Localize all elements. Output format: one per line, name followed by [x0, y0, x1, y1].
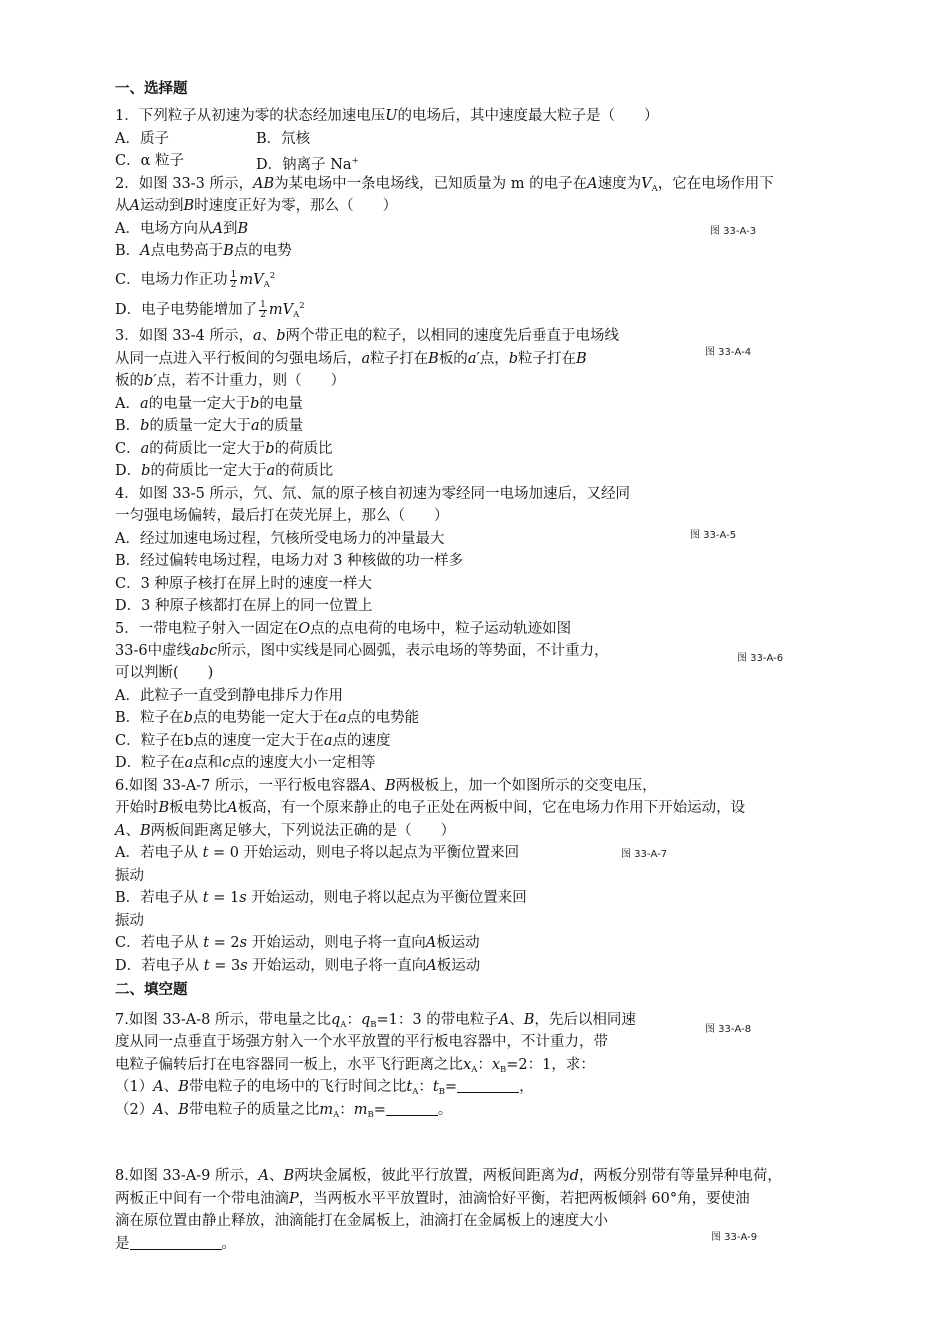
q2-option-d: D．电子电势能增加了 $\frac{1}{2}$ $mV_A^2$ [115, 299, 305, 320]
q5-option-b: B．粒子在b点的电势能一定大于在a点的电势能 [115, 710, 420, 726]
question-3-line-2: 从同一点进入平行板间的匀强电场后，a粒子打在B板的a′点，b粒子打在B [115, 351, 587, 367]
q6-option-a: A．若电子从 t = 0 开始运动，则电子将以起点为平衡位置来回 [115, 845, 520, 861]
question-8-line-4: 是 。 [115, 1236, 236, 1252]
question-4-line-1: 4．如图 33-5 所示，氕、氘、氚的原子核自初速为零经同一电场加速后，又经同 [115, 486, 631, 502]
question-7-line-3: 电粒子偏转后打在电容器同一板上，水平飞行距离之比$x_A$：$x_B=2$：1，求： [115, 1057, 595, 1075]
q5-option-c: C．粒子在b点的速度一定大于在a点的速度 [115, 733, 391, 749]
answer-blank-time-ratio[interactable] [457, 1078, 519, 1093]
question-5-line-2: 33-6中虚线abc所示，图中实线是同心圆弧，表示电场的等势面，不计重力， [115, 643, 609, 659]
q1-option-c: C．α 粒子 [115, 153, 184, 169]
question-2-line-1: 2．如图 33-3 所示，AB为某电场中一条电场线，已知质量为 m 的电子在A速度为$V_A$，它在电场作用下 [115, 176, 774, 194]
q6-option-d: D．若电子从 t = 3s 开始运动，则电子将一直向A板运动 [115, 958, 481, 974]
question-7-part-2: （2）A、B带电粒子的质量之比$m_A$：$m_B=$ 。 [115, 1102, 453, 1120]
fraction-one-half: $\frac{1}{2}$ [260, 299, 266, 320]
question-8-line-1: 8.如图 33-A-9 所示，A、B两块金属板，彼此平行放置，两板间距离为d，两板分别带有等量异种电荷， [115, 1168, 782, 1184]
q3-option-a: A．a的电量一定大于b的电量 [115, 396, 303, 412]
section-title-fill-in: 二、填空题 [115, 982, 188, 998]
figure-caption-33-a-5: 图 33-A-5 [690, 530, 737, 541]
question-2-line-2: 从A运动到B时速度正好为零，那么（ ） [115, 198, 398, 214]
question-7-line-2: 度从同一点垂直于场强方射入一个水平放置的平行板电容器中，不计重力，带 [115, 1034, 608, 1050]
q4-option-a: A．经过加速电场过程，氕核所受电场力的冲量最大 [115, 531, 445, 547]
q2-option-a: A．电场方向从A到B [115, 221, 249, 237]
figure-caption-33-a-6: 图 33-A-6 [737, 653, 784, 664]
q3-option-d: D．b的荷质比一定大于a的荷质比 [115, 463, 334, 479]
q6-option-a-continued: 振动 [115, 868, 144, 884]
q4-option-d: D．3 种原子核都打在屏上的同一位置上 [115, 598, 373, 614]
question-5-line-1: 5．一带电粒子射入一固定在O点的点电荷的电场中，粒子运动轨迹如图 [115, 621, 572, 637]
question-8-line-2: 两板正中间有一个带电油滴P，当两板水平平放置时，油滴恰好平衡，若把两板倾斜 60°角，要使油 [115, 1191, 750, 1207]
question-7-line-1: 7.如图 33-A-8 所示，带电量之比$q_A$：$q_B=1$：3 的带电粒子A、B，先后以相同速 [115, 1012, 636, 1030]
question-7-part-1: （1）A、B带电粒子的电场中的飞行时间之比$t_A$：$t_B=$ ， [115, 1079, 534, 1097]
question-5-line-3: 可以判断( ) [115, 665, 214, 681]
figure-caption-33-a-3: 图 33-A-3 [710, 226, 757, 237]
q6-option-b-continued: 振动 [115, 913, 144, 929]
q5-option-a: A．此粒子一直受到静电排斥力作用 [115, 688, 343, 704]
q5-option-d: D．粒子在a点和c点的速度大小一定相等 [115, 755, 376, 771]
q2-option-c: C．电场力作正功 $\frac{1}{2}$ $mV_A^2$ [115, 269, 276, 290]
fraction-one-half: $\frac{1}{2}$ [230, 269, 237, 290]
answer-blank-drop-speed[interactable] [130, 1235, 222, 1250]
question-6-line-1: 6.如图 33-A-7 所示，一平行板电容器A、B两极板上，加一个如图所示的交变电压， [115, 778, 657, 794]
q1-option-b: B．氘核 [256, 131, 311, 147]
question-1-stem: 1．下列粒子从初速为零的状态经加速电压U的电场后，其中速度最大粒子是（ ） [115, 108, 659, 124]
section-title-choice: 一、选择题 [115, 81, 188, 97]
figure-caption-33-a-7: 图 33-A-7 [621, 849, 668, 860]
q3-option-c: C．a的荷质比一定大于b的荷质比 [115, 441, 333, 457]
question-6-line-2: 开始时B板电势比A板高，有一个原来静止的电子正处在两板中间，它在电场力作用下开始运动，设 [115, 800, 746, 816]
answer-blank-mass-ratio[interactable] [386, 1101, 438, 1116]
q3-option-b: B．b的质量一定大于a的质量 [115, 418, 304, 434]
figure-caption-33-a-9: 图 33-A-9 [711, 1232, 758, 1243]
q6-option-b: B．若电子从 t = 1s 开始运动，则电子将以起点为平衡位置来回 [115, 890, 527, 906]
q6-option-c: C．若电子从 t = 2s 开始运动，则电子将一直向A板运动 [115, 935, 480, 951]
question-4-line-2: 一匀强电场偏转，最后打在荧光屏上，那么（ ） [115, 508, 449, 524]
question-3-line-3: 板的b′点，若不计重力，则（ ） [115, 373, 346, 389]
q2-option-b: B．A点电势高于B点的电势 [115, 243, 292, 259]
figure-caption-33-a-4: 图 33-A-4 [705, 347, 752, 358]
q4-option-b: B．经过偏转电场过程，电场力对 3 种核做的功一样多 [115, 553, 464, 569]
question-8-line-3: 滴在原位置由静止释放，油滴能打在金属板上，油滴打在金属板上的速度大小 [115, 1213, 608, 1229]
q1-option-a: A．质子 [115, 131, 169, 147]
question-6-line-3: A、B两板间距离足够大，下列说法正确的是（ ） [115, 823, 456, 839]
question-3-line-1: 3．如图 33-4 所示，a、b两个带正电的粒子，以相同的速度先后垂直于电场线 [115, 328, 619, 344]
figure-caption-33-a-8: 图 33-A-8 [705, 1024, 752, 1035]
q1-option-d: D．钠离子 Na+ [256, 156, 359, 173]
q4-option-c: C．3 种原子核打在屏上时的速度一样大 [115, 576, 372, 592]
